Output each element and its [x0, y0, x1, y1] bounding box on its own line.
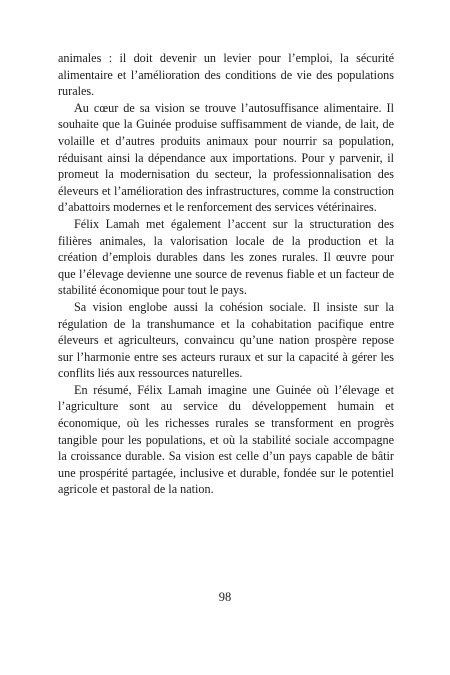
paragraph-food-self-sufficiency: Au cœur de sa vision se trouve l’autosuffisance alimentaire. Il souhaite que la Guinée produise suffisamment de viande, de lait, de volaille et d’autres produits animaux pour nourrir sa population, réduisant ainsi la dépendance aux importations. Pour y parvenir, il promeut la modernisation du secteur, la professionnalisation des éleveurs et l’amélioration des infrastructures, comme la construction d’abattoirs modernes et le renforcement des services vétérinaires.: [58, 100, 394, 215]
page-number: 98: [218, 590, 232, 604]
body-text: [58, 50, 394, 498]
paragraph-value-chains: Félix Lamah met également l’accent sur la structuration des filières animales, la valorisation locale de la production et la création d’emplois durables dans les zones rurales. Il œuvre pour que l’élevage devienne une source de revenus fiable et un facteur de stabilité économique pour tout le pays.: [58, 216, 394, 298]
paragraph-social-cohesion: Sa vision englobe aussi la cohésion sociale. Il insiste sur la régulation de la transhumance et la cohabitation pacifique entre éleveurs et agriculteurs, convaincu qu’une nation prospère repose sur l’harmonie entre ses acteurs ruraux et sur la capacité à gérer les conflits liés aux ressources naturelles.: [58, 299, 394, 381]
paragraph-summary: En résumé, Félix Lamah imagine une Guinée où l’élevage et l’agriculture sont au service du développement humain et économique, où les richesses rurales se transforment en progrès tangible pour les populations, et où la stabilité sociale accompagne la croissance durable. Sa vision est celle d’un pays capable de bâtir une prospérité partagée, inclusive et durable, fondée sur le potentiel agricole et pastoral de la nation.: [58, 382, 394, 497]
paragraph-continuation: animales : il doit devenir un levier pour l’emploi, la sécurité alimentaire et l’amélioration des conditions de vie des populations rurales.: [58, 51, 394, 99]
